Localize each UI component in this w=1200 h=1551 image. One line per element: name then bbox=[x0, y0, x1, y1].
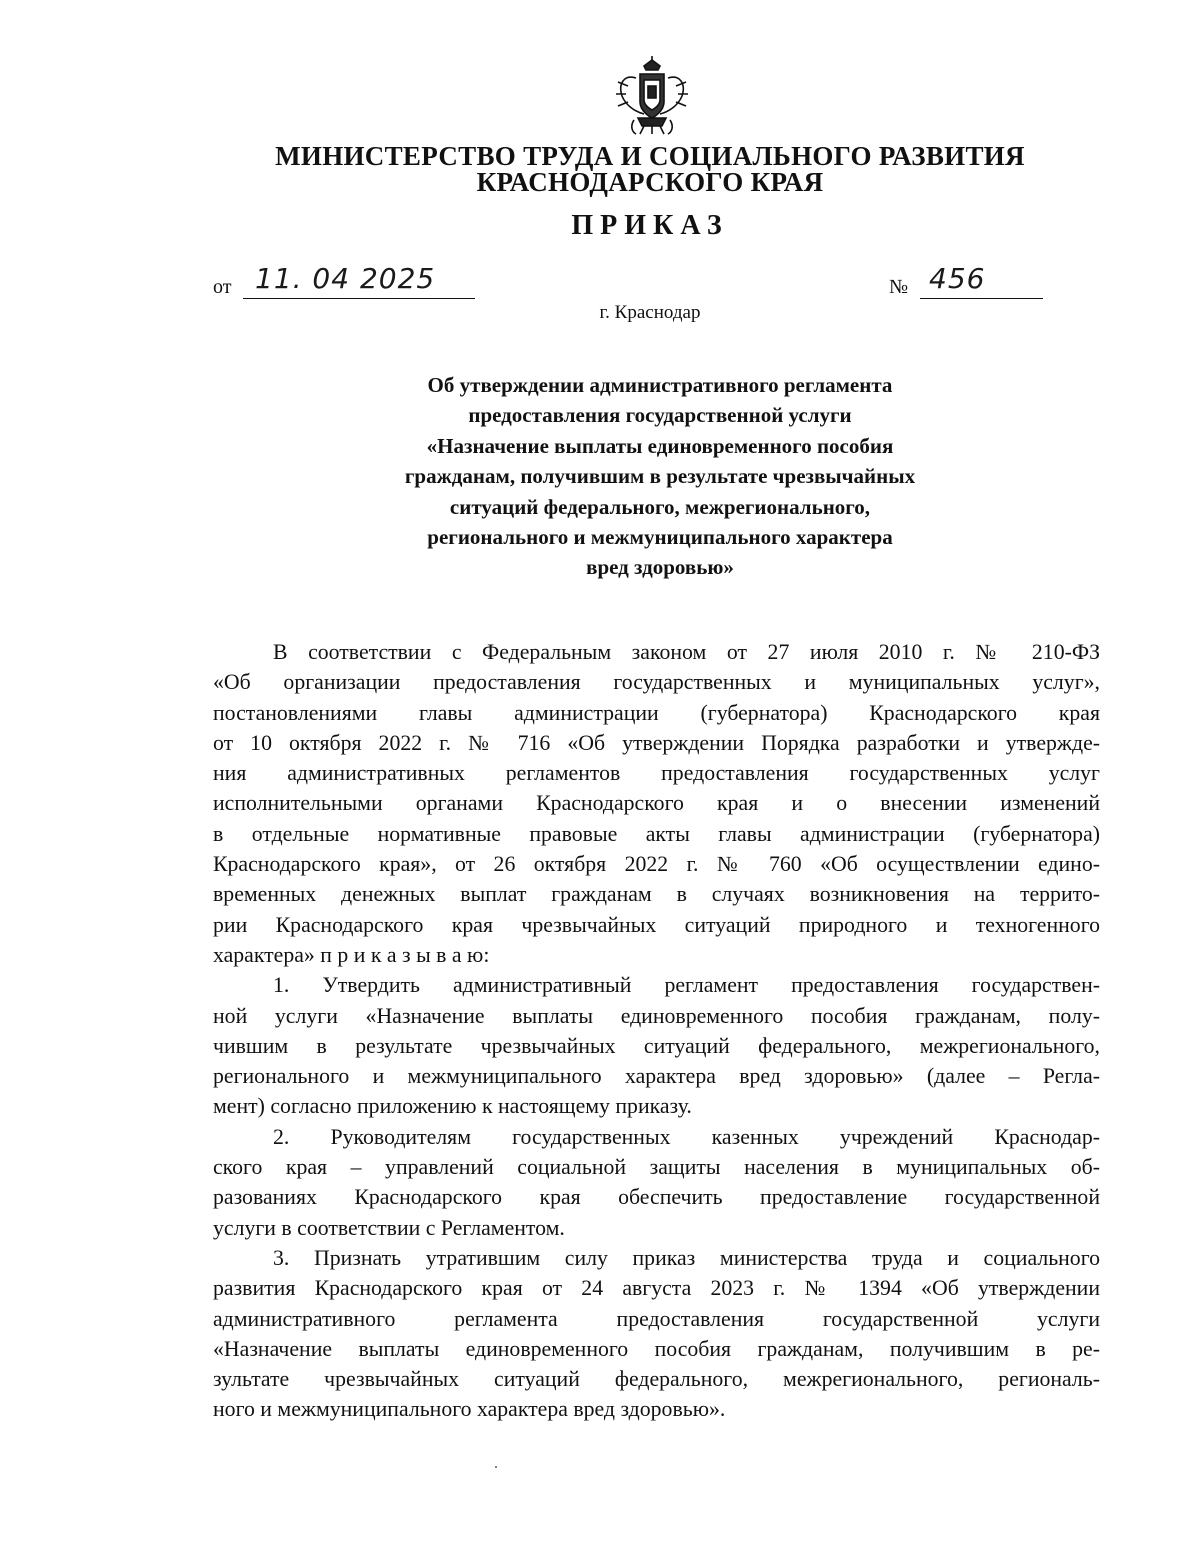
text-line: ной услуги «Назначение выплаты единовременного пособия гражданам, полу- bbox=[213, 1003, 1100, 1028]
item-3-paragraph bbox=[213, 1243, 1100, 1425]
number-label: № bbox=[889, 276, 909, 298]
text-line: Краснодарского края», от 26 октября 2022 г. № 760 «Об осуществлении едино- bbox=[213, 852, 1100, 877]
text-line: характера» п р и к а з ы в а ю: bbox=[213, 942, 490, 967]
title-line: ситуаций федерального, межрегионального, bbox=[449, 494, 871, 519]
text-line: чившим в результате чрезвычайных ситуаций федерального, межрегионального, bbox=[213, 1033, 1100, 1058]
title-line: предоставления государственной услуги bbox=[468, 403, 852, 428]
text-line: административного регламента предоставления государственной услуги bbox=[213, 1306, 1100, 1331]
ministry-name-line-1: МИНИСТЕРСТВО ТРУДА И СОЦИАЛЬНОГО РАЗВИТИЯ bbox=[275, 141, 1025, 171]
date-number-row bbox=[213, 262, 1043, 302]
text-line: развития Краснодарского края от 24 августа 2023 г. № 1394 «Об утверждении bbox=[213, 1276, 1100, 1301]
text-line: исполнительными органами Краснодарского края и о внесении изменений bbox=[213, 791, 1100, 816]
title-line: «Назначение выплаты единовременного пособия bbox=[426, 433, 894, 458]
text-line: услуги в соответствии с Регламентом. bbox=[213, 1215, 565, 1240]
text-line: разованиях Краснодарского края обеспечить предоставление государственной bbox=[213, 1185, 1100, 1210]
text-line: «Об организации предоставления государственных и муниципальных услуг», bbox=[213, 670, 1100, 695]
number-value: 456 bbox=[929, 262, 986, 295]
intro-paragraph bbox=[213, 637, 1100, 970]
text-line: «Назначение выплаты единовременного пособия гражданам, получившим в ре- bbox=[213, 1336, 1100, 1361]
scan-speck bbox=[495, 1466, 497, 1468]
title-line: гражданам, получившим в результате чрезвычайных bbox=[404, 464, 916, 489]
text-line: от 10 октября 2022 г. № 716 «Об утверждении Порядка разработки и утвержде- bbox=[213, 730, 1100, 755]
text-line: 3. Признать утратившим силу приказ министерства труда и социального bbox=[273, 1245, 1100, 1270]
title-line: Об утверждении административного регламента bbox=[427, 373, 893, 397]
item-1-paragraph bbox=[213, 970, 1100, 1121]
text-line: в отдельные нормативные правовые акты главы администрации (губернатора) bbox=[213, 821, 1100, 846]
document-title bbox=[300, 370, 1020, 583]
date-underline bbox=[243, 298, 475, 299]
title-line: регионального и межмуниципального характера bbox=[427, 525, 893, 550]
date-label: от bbox=[213, 276, 232, 298]
number-underline bbox=[920, 298, 1043, 299]
coat-of-arms-icon bbox=[614, 56, 690, 136]
text-line: временных денежных выплат гражданам в случаях возникновения на террито- bbox=[213, 882, 1100, 907]
text-line: зультате чрезвычайных ситуаций федерального, межрегионального, региональ- bbox=[213, 1367, 1100, 1392]
text-line: ния административных регламентов предоставления государственных услуг bbox=[213, 761, 1100, 786]
city: г. Краснодар bbox=[599, 302, 701, 323]
text-line: постановлениями главы администрации (губернатора) Краснодарского края bbox=[213, 700, 1100, 725]
title-line: вред здоровью» bbox=[586, 555, 734, 580]
text-line: 1. Утвердить административный регламент предоставления государствен- bbox=[273, 973, 1100, 998]
text-line: 2. Руководителям государственных казенных учреждений Краснодар- bbox=[273, 1124, 1100, 1149]
text-line: ного и межмуниципального характера вред здоровью». bbox=[213, 1397, 726, 1422]
text-line: рии Краснодарского края чрезвычайных ситуаций природного и техногенного bbox=[213, 912, 1100, 937]
text-line: мент) согласно приложению к настоящему приказу. bbox=[213, 1094, 692, 1119]
document-body bbox=[213, 637, 1100, 1425]
item-2-paragraph bbox=[213, 1122, 1100, 1243]
text-line: ского края – управлений социальной защиты населения в муниципальных об- bbox=[213, 1155, 1100, 1180]
document-type: ПРИКАЗ bbox=[571, 210, 729, 241]
text-line: регионального и межмуниципального характера вред здоровью» (далее – Регла- bbox=[213, 1064, 1100, 1089]
date-value: 11. 04 2025 bbox=[255, 262, 436, 295]
text-line: В соответствии с Федеральным законом от 27 июля 2010 г. № 210-ФЗ bbox=[273, 640, 1100, 664]
ministry-name-line-2: КРАСНОДАРСКОГО КРАЯ bbox=[476, 167, 824, 197]
